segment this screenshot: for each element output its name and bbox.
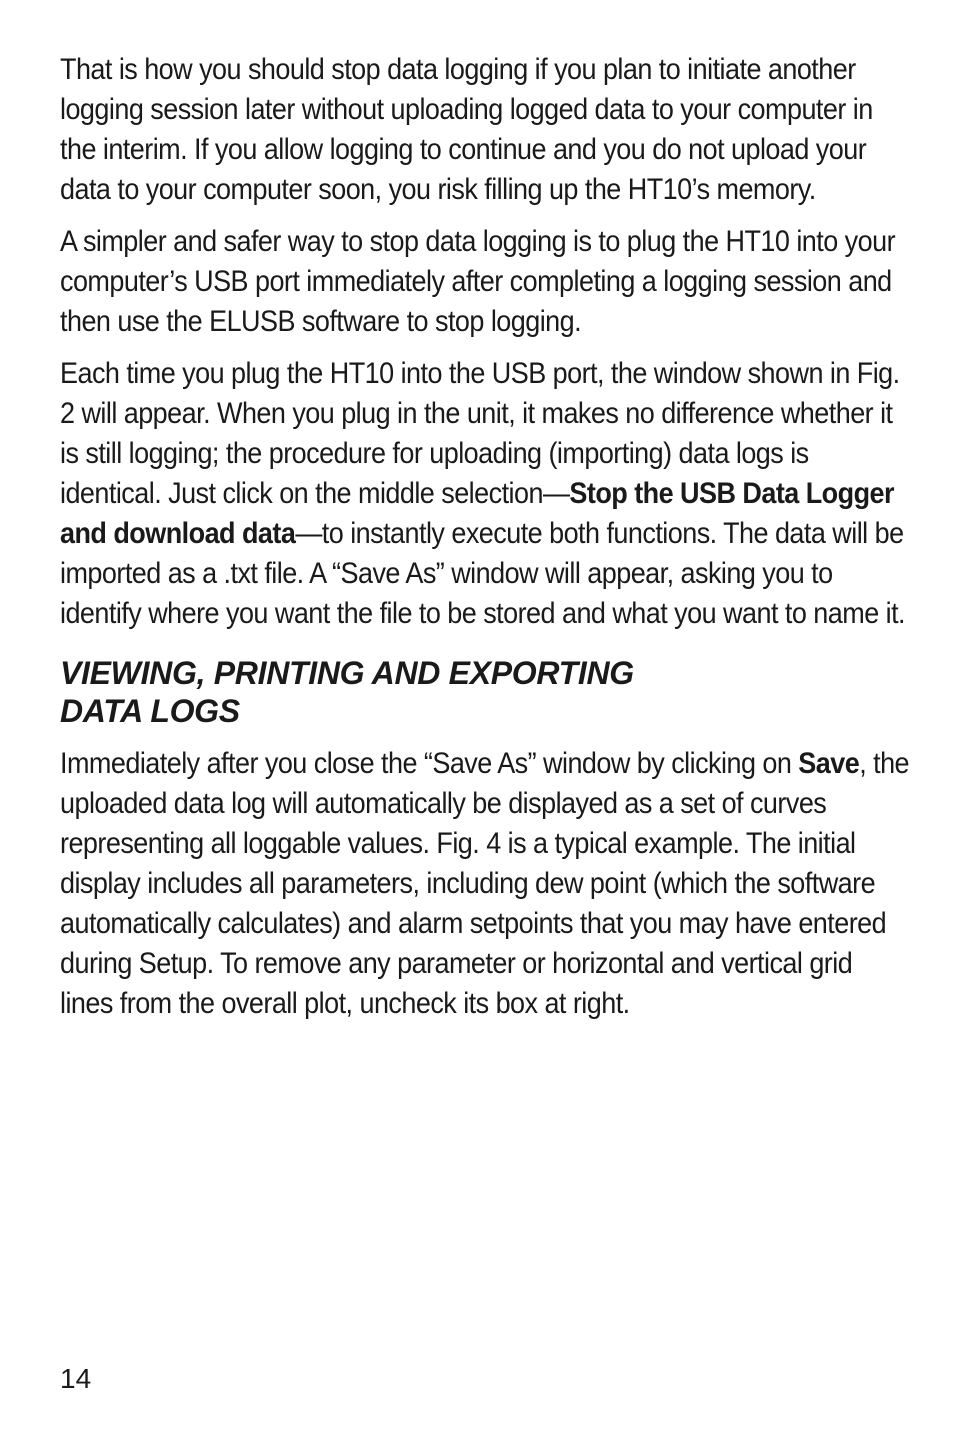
paragraph-usb-upload-text-1: Each time you plug the HT10 into the USB port, the window shown in Fig. 2 will appear. When you plug in the unit, it makes no difference whether it is still logging; the procedure for uploading (importing) data logs is identical. Just click on the middle selection— [60,357,900,510]
paragraph-viewing-text-1: Immediately after you close the “Save As” window by clicking on [60,747,799,780]
page-number: 14 [60,1363,92,1394]
section-heading [60,654,910,730]
paragraph-usb-upload-bold: Stop the USB Data Logger and download data [60,477,894,550]
paragraph-viewing-bold: Save [798,747,860,780]
paragraph-usb-upload-text-2: —to instantly execute both functions. The data will be imported as a .txt file. A “Save As” window will appear, asking you to identify where you want the file to be stored and what you want to name it. [60,517,906,630]
paragraph-stop-logging: That is how you should stop data logging if you plan to initiate another logging session later without uploading logged data to your computer in the interim. If you allow logging to continue and you do not upload your data to your computer soon, you risk filling up the HT10’s memory. [60,53,873,206]
paragraph-safer-way: A simpler and safer way to stop data logging is to plug the HT10 into your computer’s USB port immediately after completing a logging session and then use the ELUSB software to stop logging. [60,225,896,338]
section-heading-line-2: DATA LOGS [60,693,240,729]
paragraph-viewing-text-2: , the uploaded data log will automatically be displayed as a set of curves representing all loggable values. Fig. 4 is a typical example. The initial display includes all parameters, including dew point (which the software automatically calculates) and alarm setpoints that you may have entered during Setup. To remove any parameter or horizontal and vertical grid lines from the overall plot, uncheck its box at right. [60,747,910,1020]
section-heading-line-1: VIEWING, PRINTING AND EXPORTING [60,655,634,691]
paragraph-usb-upload [60,354,910,634]
page-content [60,50,910,1036]
paragraph-viewing [60,744,910,1024]
